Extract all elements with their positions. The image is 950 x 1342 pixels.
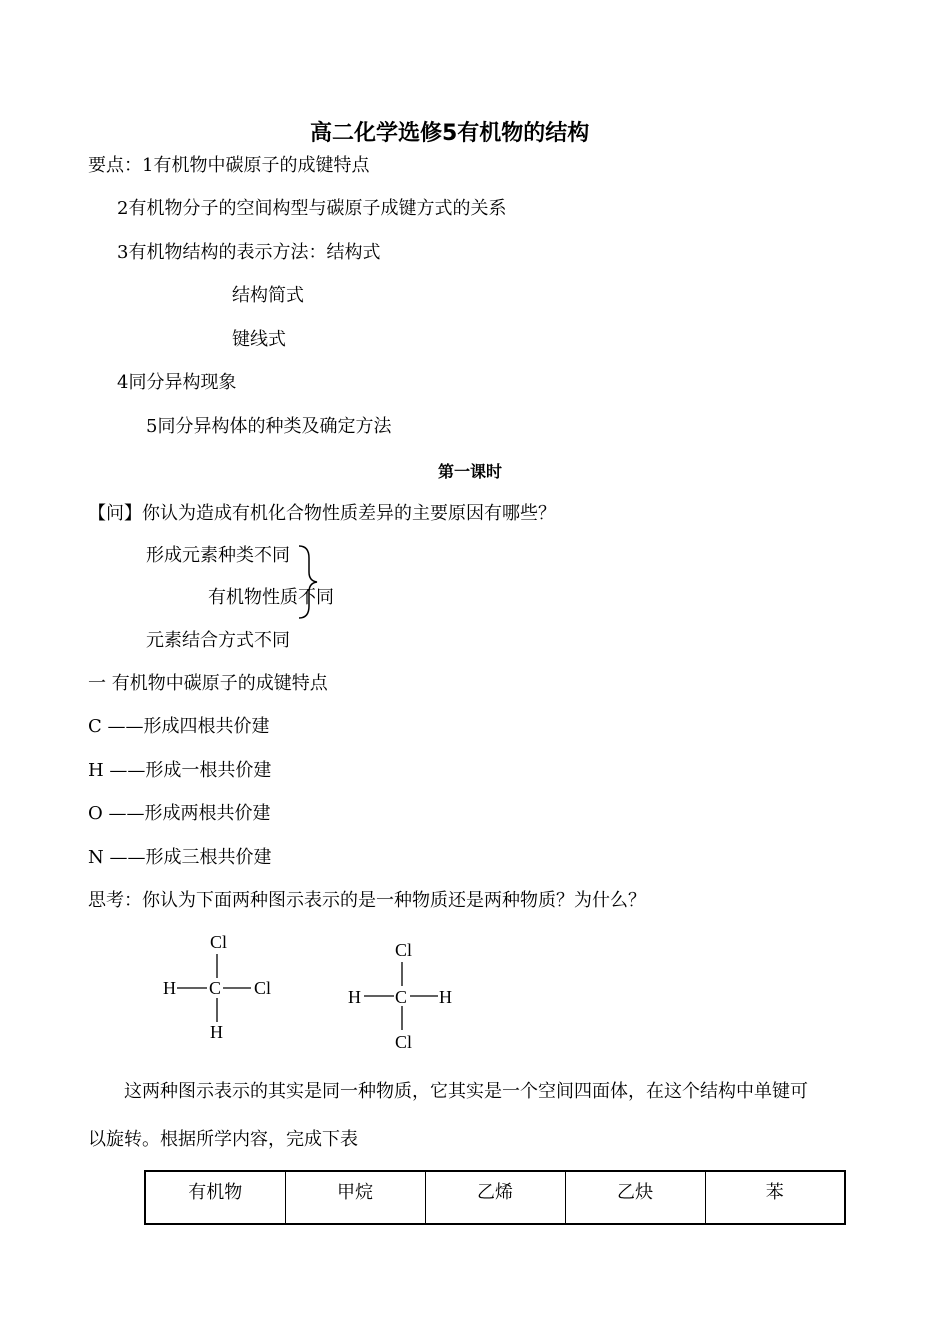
s2-top-atom: Cl (395, 940, 413, 960)
factor-combination: 元素结合方式不同 (146, 630, 290, 651)
section-heading: 一 有机物中碳原子的成键特点 (88, 673, 328, 694)
bond-carbon: C ——形成四根共价建 (88, 716, 270, 737)
s2-right-atom: H (439, 987, 452, 1007)
compound-table (144, 1170, 846, 1225)
bond-hydrogen: H ——形成一根共价建 (88, 760, 272, 781)
bond-oxygen: O ——形成两根共价建 (88, 803, 271, 824)
key-point-3: 3有机物结构的表示方法：结构式 (117, 242, 381, 263)
question: 【问】你认为造成有机化合物性质差异的主要原因有哪些？ (88, 503, 556, 524)
lesson-heading: 第一课时 (438, 462, 503, 481)
table-header-cell: 有机物 (145, 1171, 285, 1224)
s1-right-atom: Cl (254, 978, 272, 998)
s2-left-atom: H (348, 987, 361, 1007)
bond-nitrogen: N ——形成三根共价建 (88, 847, 272, 868)
structure-diagram-1 (155, 928, 285, 1048)
key-point-1: 要点：1有机物中碳原子的成键特点 (88, 155, 370, 176)
table-header-cell: 甲烷 (285, 1171, 425, 1224)
s1-bottom-atom: H (210, 1022, 223, 1042)
page-title: 高二化学选修5有机物的结构 (310, 121, 590, 146)
s1-center-atom: C (209, 978, 222, 998)
structure-diagram-2 (340, 936, 470, 1056)
key-point-5: 5同分异构体的种类及确定方法 (146, 416, 392, 437)
think-question: 思考：你认为下面两种图示表示的是一种物质还是两种物质？为什么？ (88, 890, 646, 911)
curly-brace-icon (296, 544, 322, 620)
factor-property: 有机物性质不同 (208, 587, 334, 608)
s1-left-atom: H (163, 978, 176, 998)
table-header-row (145, 1171, 845, 1224)
table-header-cell: 苯 (705, 1171, 845, 1224)
s1-top-atom: Cl (210, 932, 228, 952)
key-point-3b: 键线式 (232, 329, 286, 350)
key-point-3a: 结构简式 (232, 285, 304, 306)
factor-element-types: 形成元素种类不同 (146, 545, 290, 566)
explanation-line-1: 这两种图示表示的其实是同一种物质，它其实是一个空间四面体，在这个结构中单键可 (124, 1081, 808, 1102)
key-point-2: 2有机物分子的空间构型与碳原子成键方式的关系 (117, 198, 507, 219)
explanation-line-2: 以旋转。根据所学内容，完成下表 (88, 1129, 358, 1150)
s2-center-atom: C (395, 987, 408, 1007)
table-header-cell: 乙炔 (565, 1171, 705, 1224)
key-point-4: 4同分异构现象 (117, 372, 237, 393)
s2-bottom-atom: Cl (395, 1032, 413, 1052)
table-header-cell: 乙烯 (425, 1171, 565, 1224)
